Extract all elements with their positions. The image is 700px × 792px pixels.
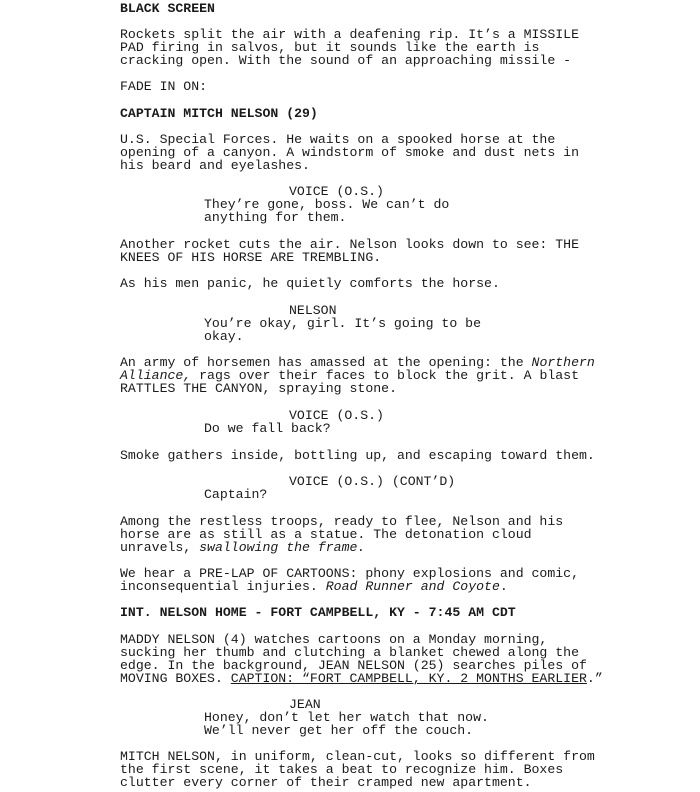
action-line: the first scene, it takes a beat to recognize him. Boxes	[120, 762, 564, 777]
action-smoke-gathers: Smoke gathers inside, bottling up, and escaping toward them.	[120, 448, 595, 463]
action-line: Another rocket cuts the air. Nelson looks down to see: THE	[120, 237, 579, 252]
character-voice-os: VOICE (O.S.)	[289, 184, 384, 199]
action-line: RATTLES THE CANYON, spraying stone.	[120, 381, 397, 396]
action-line: edge. In the background, JEAN NELSON (25) searches piles of	[120, 658, 587, 673]
action-italic: Alliance,	[120, 368, 192, 383]
character-jean: JEAN	[289, 697, 321, 712]
action-line: PAD firing in salvos, but it sounds like the earth is	[120, 40, 540, 55]
dialogue-captain: Captain?	[204, 487, 268, 502]
action-text: inconsequential injuries.	[120, 579, 326, 594]
action-pre-lap	[120, 567, 579, 593]
action-line: MITCH NELSON, in uniform, clean-cut, looks so different from	[120, 749, 595, 764]
action-line: MADDY NELSON (4) watches cartoons on a Monday morning,	[120, 632, 548, 647]
action-text: An army of horsemen has amassed at the opening: the	[120, 355, 532, 370]
action-rockets	[120, 28, 579, 67]
action-line: horse are as still as a statue. The detonation cloud	[120, 527, 532, 542]
character-voice-os-contd: VOICE (O.S.) (CONT’D)	[289, 474, 456, 489]
action-italic: swallowing the frame.	[199, 540, 366, 555]
action-line: Among the restless troops, ready to flee, Nelson and his	[120, 514, 564, 529]
action-text: unravels,	[120, 540, 200, 555]
action-another-rocket	[120, 238, 579, 264]
dialogue-fall-back: Do we fall back?	[204, 421, 331, 436]
action-restless-troops	[120, 515, 563, 554]
transition-fade-in: FADE IN ON:	[120, 79, 208, 94]
slug-black-screen: BLACK SCREEN	[120, 1, 215, 16]
action-text: .”	[586, 671, 603, 686]
action-mitch-uniform	[120, 750, 595, 789]
action-line: cracking open. With the sound of an approaching missile -	[120, 53, 572, 68]
character-nelson: NELSON	[289, 303, 337, 318]
caption-underlined: CAPTION: “FORT CAMPBELL, KY. 2 MONTHS EARLIER	[230, 671, 587, 686]
action-line: sucking her thumb and clutching a blanket chewed along the	[120, 645, 579, 660]
dialogue-line: Honey, don’t let her watch that now.	[204, 710, 489, 725]
action-text: rags over their faces to block the grit. A blast	[191, 368, 580, 383]
action-text: MOVING BOXES.	[120, 671, 231, 686]
action-army-of-horsemen	[120, 356, 595, 395]
dialogue-line: They’re gone, boss. We can’t do	[204, 197, 450, 212]
dialogue-line: You’re okay, girl. It’s going to be	[204, 316, 481, 331]
action-line: KNEES OF HIS HORSE ARE TREMBLING.	[120, 250, 382, 265]
action-men-panic: As his men panic, he quietly comforts the horse.	[120, 276, 500, 291]
slug-captain-mitch-nelson: CAPTAIN MITCH NELSON (29)	[120, 106, 318, 121]
action-maddy-nelson	[120, 633, 603, 685]
action-line: clutter every corner of their cramped new apartment.	[120, 775, 532, 790]
action-line: We hear a PRE-LAP OF CARTOONS: phony explosions and comic,	[120, 566, 579, 581]
character-voice-os-2: VOICE (O.S.)	[289, 408, 384, 423]
dialogue-youre-okay	[204, 317, 481, 343]
slug-int-nelson-home: INT. NELSON HOME - FORT CAMPBELL, KY - 7:45 AM CDT	[120, 605, 516, 620]
action-special-forces	[120, 133, 579, 172]
action-line: U.S. Special Forces. He waits on a spooked horse at the	[120, 132, 556, 147]
dialogue-honey	[204, 711, 489, 737]
action-line: Rockets split the air with a deafening rip. It’s a MISSILE	[120, 27, 579, 42]
action-italic: Northern	[531, 355, 595, 370]
dialogue-line: We’ll never get her off the couch.	[204, 723, 474, 738]
action-line: his beard and eyelashes.	[120, 158, 310, 173]
action-italic: Road Runner and Coyote	[325, 579, 500, 594]
action-text: .	[499, 579, 508, 594]
dialogue-line: anything for them.	[204, 210, 347, 225]
dialogue-theyre-gone	[204, 198, 449, 224]
action-line: opening of a canyon. A windstorm of smoke and dust nets in	[120, 145, 579, 160]
dialogue-line: okay.	[204, 329, 244, 344]
